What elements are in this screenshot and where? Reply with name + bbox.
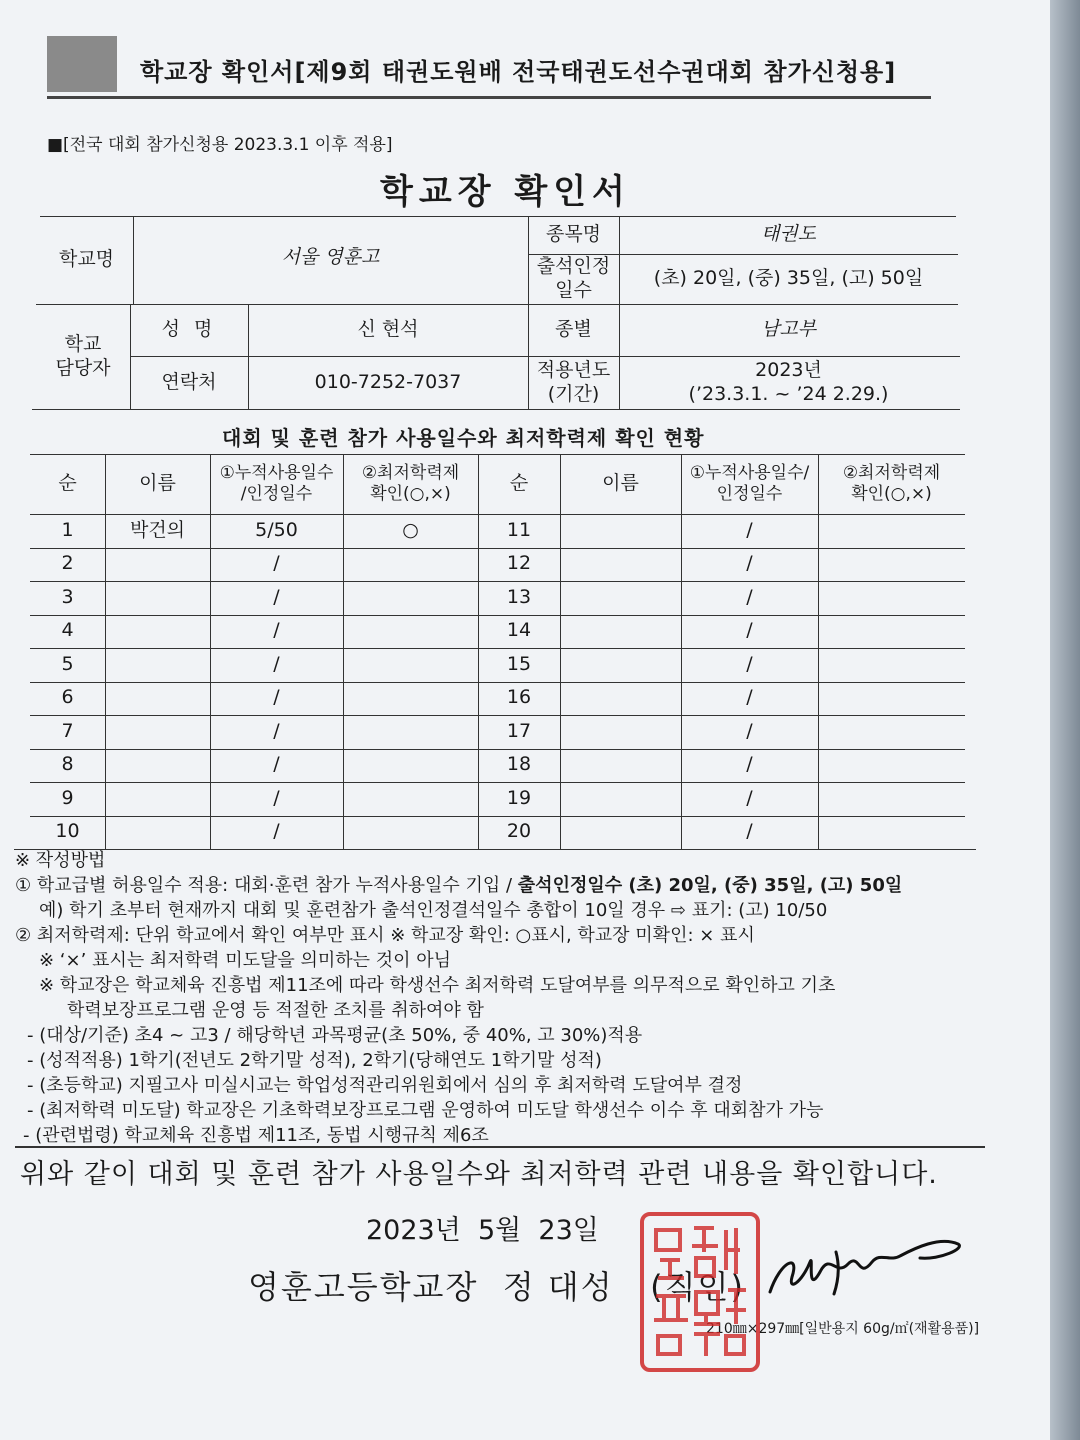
category-label: 종별: [555, 318, 592, 341]
row-check: [343, 682, 478, 716]
row-number: 16: [506, 686, 532, 709]
note-4-cont: 학력보장프로그램 운영 등 적절한 조치를 취하여야 함: [67, 1000, 484, 1021]
row-days: /: [746, 719, 753, 742]
info-line: [32, 409, 960, 410]
row-days: /: [273, 786, 280, 809]
row-number: 8: [61, 753, 74, 776]
note-3: ※ ‘×’ 표시는 최저학력 미도달을 의미하는 것이 아님: [39, 950, 452, 971]
row-name: [105, 682, 210, 716]
row-days: /: [746, 585, 753, 608]
row-number: 11: [506, 518, 532, 541]
header-min-right-1: ②최저학력제: [842, 462, 941, 483]
staff-label-line2: 담당자: [55, 356, 111, 379]
header-name-left: 이름: [139, 472, 176, 495]
row-name: [560, 615, 681, 649]
footer-rule: [15, 1146, 985, 1148]
header-no-left: 순: [58, 472, 77, 495]
row-number: 18: [506, 753, 532, 776]
row-number: 12: [506, 552, 532, 575]
row-number: 14: [506, 619, 532, 642]
writing-instructions: [15, 848, 1000, 1148]
school-value: 서울 영훈고: [281, 246, 380, 269]
row-name: [560, 715, 681, 749]
year-label-line1: 적용년도: [536, 358, 611, 381]
header-days-left-2: /인정일수: [240, 484, 313, 504]
row-name: [560, 816, 681, 850]
row-check: [343, 615, 478, 649]
detail-4: - (최저학력 미도달) 학교장은 기초학력보장프로그램 운영하여 미도달 학생선수 이수 후 대회참가 가능: [27, 1100, 824, 1121]
row-days: /: [273, 686, 280, 709]
row-number: 6: [61, 686, 74, 709]
note-4: ※ 학교장은 학교체육 진흥법 제11조에 따라 학생선수 최저학력 도달여부를 의무적으로 확인하고 기초: [39, 975, 836, 996]
attend-label-line1: 출석인정: [536, 255, 611, 278]
header-rule: [47, 96, 931, 99]
row-number: 15: [506, 652, 532, 675]
row-name: [105, 615, 210, 649]
notes-heading: ※ 작성방법: [15, 850, 106, 871]
row-check: [818, 715, 965, 749]
year-label-line2: (기간): [547, 382, 600, 405]
year-value: 2023년: [755, 358, 822, 381]
header-days-left-1: ①누적사용일수: [219, 462, 334, 483]
sport-value: 태권도: [760, 223, 817, 246]
sport-label: 종목명: [545, 223, 602, 246]
row-name: [105, 749, 210, 783]
signature-stroke: [740, 1222, 970, 1312]
row-name: [105, 581, 210, 615]
row-check: [818, 514, 965, 548]
row-name: [560, 749, 681, 783]
row-number: 20: [506, 820, 532, 843]
contact-value: 010-7252-7037: [314, 370, 462, 393]
row-name: [105, 648, 210, 682]
header-no-right: 순: [509, 472, 529, 495]
row-check: [818, 648, 965, 682]
row-check: [343, 749, 478, 783]
header-name-right: 이름: [602, 472, 639, 495]
name-label: 성 명: [161, 318, 217, 341]
row-number: 5: [61, 652, 74, 675]
row-days: /: [746, 686, 753, 709]
row-check: [343, 715, 478, 749]
staff-label-line1: 학교: [64, 332, 102, 355]
note-1: [15, 873, 1000, 898]
row-days: /: [273, 585, 280, 608]
row-check: [818, 816, 965, 850]
row-name: [560, 682, 681, 716]
paper-spec: 210㎜×297㎜[일반용지 60g/㎡(재활용품)]: [706, 1321, 980, 1337]
year-period: (’23.3.1. ~ ’24 2.29.): [688, 382, 889, 405]
row-days: /: [746, 518, 753, 541]
row-days: /: [273, 820, 280, 843]
row-number: 10: [55, 820, 80, 843]
row-name: [105, 816, 210, 850]
row-name: [560, 782, 681, 816]
signing-date: [366, 1208, 599, 1247]
row-days: /: [273, 719, 280, 742]
attend-value: (초) 20일, (중) 35일, (고) 50일: [653, 267, 924, 290]
header-gray-block: [47, 36, 117, 92]
row-check: ○: [402, 518, 419, 541]
confirmation-statement: 위와 같이 대회 및 훈련 참가 사용일수와 최저학력 관련 내용을 확인합니다.: [20, 1159, 938, 1190]
detail-3: - (초등학교) 지필고사 미실시교는 학업성적관리위원회에서 심의 후 최저학력 도달여부 결정: [27, 1075, 743, 1096]
detail-5: - (관련법령) 학교체육 진흥법 제11조, 동법 시행규칙 제6조: [23, 1125, 489, 1146]
background-surface: [1050, 0, 1080, 1440]
note-2: ② 최저학력제: 단위 학교에서 확인 여부만 표시 ※ 학교장 확인: ○표시, 학교장 미확인: × 표시: [15, 925, 755, 946]
name-value: 신 현석: [357, 318, 419, 341]
row-number: 7: [61, 719, 74, 742]
row-number: 3: [61, 585, 74, 608]
row-number: 13: [506, 585, 532, 608]
row-name: [560, 548, 681, 582]
attend-label-line2: 일수: [555, 279, 592, 301]
row-name: [560, 648, 681, 682]
row-name: [105, 782, 210, 816]
header-min-right-2: 확인(○,×): [851, 484, 932, 504]
header-min-left-1: ②최저학력제: [361, 462, 460, 483]
row-name: [105, 715, 210, 749]
row-check: [818, 682, 965, 716]
row-days: /: [746, 753, 753, 776]
page-title: 학교장 확인서: [380, 172, 631, 212]
school-label: 학교명: [58, 248, 115, 271]
header-min-left-2: 확인(○,×): [370, 484, 451, 504]
grid-line: [30, 454, 965, 455]
row-check: [818, 749, 965, 783]
row-check: [343, 548, 478, 582]
row-days: /: [273, 552, 280, 575]
category-value: 남고부: [760, 318, 817, 341]
row-number: 19: [506, 786, 532, 809]
row-check: [818, 615, 965, 649]
row-days: /: [273, 753, 280, 776]
row-check: [343, 648, 478, 682]
detail-2: - (성적적용) 1학기(전년도 2학기말 성적), 2학기(당해연도 1학기말 성적): [27, 1050, 602, 1071]
header-days-right-1: ①누적사용일수/: [689, 462, 810, 483]
row-name: 박건의: [129, 518, 186, 541]
note-1-text: ① 학교급별 허용일수 적용: 대회·훈련 참가 누적사용일수 기입 /: [15, 875, 518, 896]
row-number: 4: [61, 619, 74, 642]
note-1-emphasis: 출석인정일수 (초) 20일, (중) 35일, (고) 50일: [517, 875, 903, 896]
row-name: [560, 581, 681, 615]
row-days: /: [273, 652, 280, 675]
row-number: 9: [61, 786, 74, 809]
row-check: [343, 816, 478, 850]
date-month: 5월: [477, 1215, 522, 1246]
row-days: 5/50: [255, 518, 298, 541]
row-check: [343, 782, 478, 816]
row-number: 1: [61, 518, 74, 541]
row-days: /: [746, 652, 753, 675]
row-name: [105, 548, 210, 582]
contact-label: 연락처: [161, 370, 217, 393]
row-check: [343, 581, 478, 615]
row-check: [818, 581, 965, 615]
header-days-right-2: 인정일수: [716, 484, 783, 504]
row-number: 17: [506, 719, 532, 742]
row-check: [818, 782, 965, 816]
date-year: 2023년: [366, 1215, 461, 1246]
seal-mark-text: (직인): [650, 1268, 745, 1306]
row-check: [818, 548, 965, 582]
row-name: [560, 514, 681, 548]
document-header-title: 학교장 확인서[제9회 태권도원배 전국태권도선수권대회 참가신청용]: [140, 58, 897, 86]
principal-name: 영훈고등학교장 정 대성: [248, 1268, 614, 1306]
date-day: 23일: [538, 1215, 599, 1246]
principal-signature: [740, 1222, 970, 1316]
row-days: /: [273, 619, 280, 642]
note-1-example: 예) 학기 초부터 현재까지 대회 및 훈련참가 출석인정결석일수 총합이 10일 경우 ⇨ 표기: (고) 10/50: [39, 900, 828, 921]
table-subtitle: 대회 및 훈련 참가 사용일수와 최저학력제 확인 현황: [222, 426, 705, 450]
row-days: /: [746, 552, 753, 575]
row-days: /: [746, 820, 753, 843]
row-number: 2: [61, 552, 74, 575]
detail-1: - (대상/기준) 초4 ~ 고3 / 해당학년 과목평균(초 50%, 중 40%, 고 30%)적용: [27, 1025, 643, 1046]
applicability-note: ■[전국 대회 참가신청용 2023.3.1 이후 적용]: [47, 135, 393, 155]
row-days: /: [746, 619, 753, 642]
row-days: /: [746, 786, 753, 809]
